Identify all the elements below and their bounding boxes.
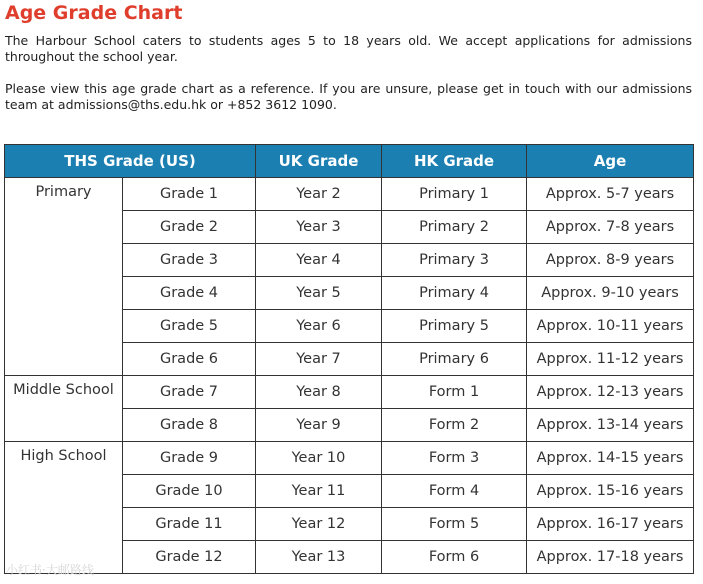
uk-grade-cell: Year 11 — [256, 475, 382, 508]
ths-grade-cell: Grade 10 — [123, 475, 256, 508]
ths-grade-cell: Grade 8 — [123, 409, 256, 442]
table-header-row — [5, 145, 694, 178]
hk-grade-cell: Form 5 — [382, 508, 527, 541]
table-row — [5, 178, 694, 211]
table-row — [5, 376, 694, 409]
age-grade-table — [4, 144, 694, 574]
uk-grade-cell: Year 7 — [256, 343, 382, 376]
uk-grade-cell: Year 3 — [256, 211, 382, 244]
section-label: High School — [5, 442, 123, 574]
hk-grade-cell: Primary 3 — [382, 244, 527, 277]
hk-grade-cell: Form 1 — [382, 376, 527, 409]
uk-grade-cell: Year 8 — [256, 376, 382, 409]
hk-grade-cell: Primary 2 — [382, 211, 527, 244]
ths-grade-cell: Grade 9 — [123, 442, 256, 475]
hk-grade-cell: Primary 6 — [382, 343, 527, 376]
hk-grade-cell: Primary 1 — [382, 178, 527, 211]
intro-paragraph: The Harbour School caters to students ages 5 to 18 years old. We accept applications for admissions throughout the school year. — [5, 33, 692, 64]
watermark: 小红书·大邮路线 — [6, 563, 94, 577]
page-title: Age Grade Chart — [5, 2, 183, 24]
ths-grade-cell: Grade 11 — [123, 508, 256, 541]
hk-grade-cell: Form 2 — [382, 409, 527, 442]
uk-grade-cell: Year 2 — [256, 178, 382, 211]
header-uk-grade: UK Grade — [256, 145, 382, 178]
uk-grade-cell: Year 5 — [256, 277, 382, 310]
ths-grade-cell: Grade 12 — [123, 541, 256, 574]
section-label: Primary — [5, 178, 123, 376]
age-cell: Approx. 8-9 years — [527, 244, 694, 277]
ths-grade-cell: Grade 5 — [123, 310, 256, 343]
section-label: Middle School — [5, 376, 123, 442]
header-age: Age — [527, 145, 694, 178]
age-cell: Approx. 13-14 years — [527, 409, 694, 442]
age-cell: Approx. 9-10 years — [527, 277, 694, 310]
uk-grade-cell: Year 4 — [256, 244, 382, 277]
age-cell: Approx. 11-12 years — [527, 343, 694, 376]
ths-grade-cell: Grade 7 — [123, 376, 256, 409]
age-cell: Approx. 17-18 years — [527, 541, 694, 574]
age-cell: Approx. 5-7 years — [527, 178, 694, 211]
ths-grade-cell: Grade 1 — [123, 178, 256, 211]
age-cell: Approx. 16-17 years — [527, 508, 694, 541]
hk-grade-cell: Primary 4 — [382, 277, 527, 310]
uk-grade-cell: Year 13 — [256, 541, 382, 574]
uk-grade-cell: Year 9 — [256, 409, 382, 442]
age-cell: Approx. 10-11 years — [527, 310, 694, 343]
age-cell: Approx. 12-13 years — [527, 376, 694, 409]
uk-grade-cell: Year 12 — [256, 508, 382, 541]
header-ths-grade: THS Grade (US) — [5, 145, 256, 178]
table-row — [5, 442, 694, 475]
uk-grade-cell: Year 10 — [256, 442, 382, 475]
age-cell: Approx. 7-8 years — [527, 211, 694, 244]
ths-grade-cell: Grade 6 — [123, 343, 256, 376]
contact-paragraph: Please view this age grade chart as a reference. If you are unsure, please get in touch with our admissions team at admissions@ths.edu.hk or +852 3612 1090. — [5, 81, 692, 112]
ths-grade-cell: Grade 2 — [123, 211, 256, 244]
ths-grade-cell: Grade 4 — [123, 277, 256, 310]
hk-grade-cell: Primary 5 — [382, 310, 527, 343]
ths-grade-cell: Grade 3 — [123, 244, 256, 277]
age-cell: Approx. 14-15 years — [527, 442, 694, 475]
uk-grade-cell: Year 6 — [256, 310, 382, 343]
hk-grade-cell: Form 6 — [382, 541, 527, 574]
hk-grade-cell: Form 3 — [382, 442, 527, 475]
age-cell: Approx. 15-16 years — [527, 475, 694, 508]
hk-grade-cell: Form 4 — [382, 475, 527, 508]
header-hk-grade: HK Grade — [382, 145, 527, 178]
